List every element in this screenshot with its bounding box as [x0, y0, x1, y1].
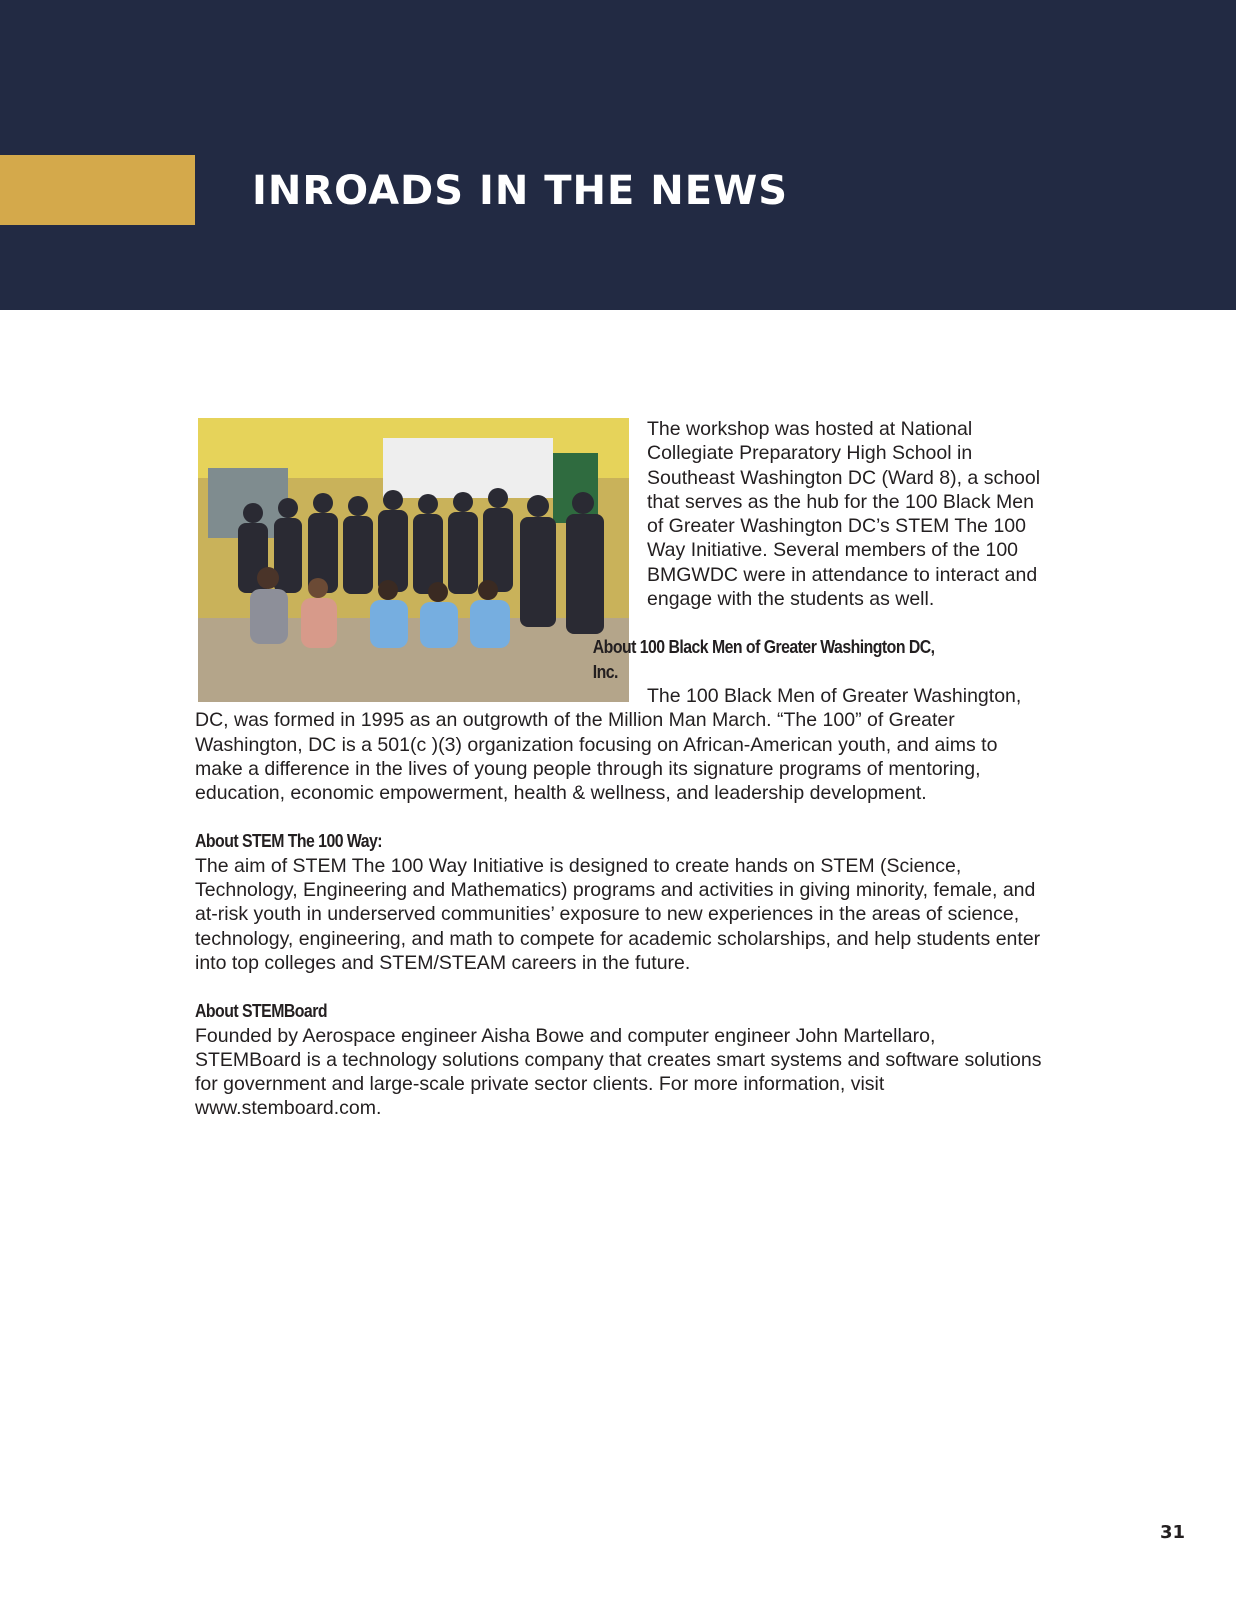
gold-accent-bar	[0, 155, 195, 225]
page-number: 31	[1160, 1522, 1186, 1543]
section-body: Founded by Aerospace engineer Aisha Bowe and computer engineer John Martellaro, STEMBoard is a technology solutions company that creates smart systems and software solutions for government and large-scale private sector clients. For more information, visit www.stemboard.com.	[195, 1024, 1042, 1120]
section-100-black-men	[195, 635, 1045, 805]
section-stem-the-100-way	[195, 829, 1045, 975]
article-body	[195, 417, 1045, 1145]
section-body: The aim of STEM The 100 Way Initiative is designed to create hands on STEM (Science, Technology, Engineering and Mathematics) programs and activities in giving minority, female, and at-risk youth in underserved communities’ exposure to new experiences in the areas of science, technology, engineering, and math to compete for academic scholarships, and help students enter into top colleges and STEM/STEAM careers in the future.	[195, 854, 1041, 974]
page-title: INROADS IN THE NEWS	[252, 168, 789, 214]
section-heading: About STEM The 100 Way:	[195, 831, 383, 852]
section-heading: About STEMBoard	[195, 1001, 327, 1022]
section-heading: About 100 Black Men of Greater Washington DC, Inc.	[592, 637, 935, 682]
section-body: The 100 Black Men of Greater Washington, DC, was formed in 1995 as an outgrowth of the Million Man March. “The 100” of Greater Washington, DC is a 501(c )(3) organization focusing on African-American youth, and aims to make a difference in the lives of young people through its signature programs of mentoring, education, economic empowerment, health & wellness, and leadership development.	[195, 684, 1022, 805]
section-stemboard	[195, 999, 1045, 1120]
intro-paragraph: The workshop was hosted at National Collegiate Preparatory High School in Southeast Washington DC (Ward 8), a school that serves as the hub for the 100 Black Men of Greater Washington DC’s STEM The 100 Way Initiative. Several members of the 100 BMGWDC were in attendance to interact and engage with the students as well.	[647, 418, 1041, 611]
